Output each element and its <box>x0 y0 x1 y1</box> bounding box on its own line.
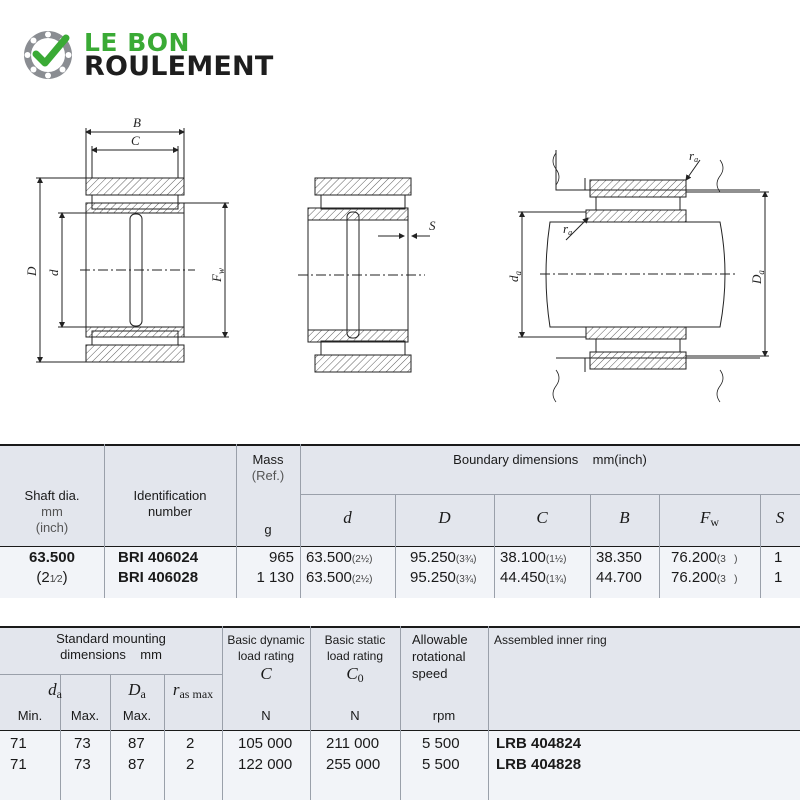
label-Fw: $F_w$ <box>209 268 226 282</box>
D-value: 95.250(3¾) <box>410 549 477 566</box>
label-D: D <box>24 266 39 276</box>
stat-unit: N <box>350 708 360 723</box>
B-value: 44.700 <box>596 569 642 586</box>
bearing-section-drawing-2 <box>298 178 430 372</box>
inner-ring-value: LRB 404828 <box>496 756 582 773</box>
dyn-symbol: C <box>260 664 272 683</box>
dyn-header-line2: load rating <box>237 649 295 663</box>
table2-subheader-divider <box>0 674 222 675</box>
col-C: C <box>536 508 548 527</box>
inner-ring-value: LRB 404824 <box>496 735 582 752</box>
stat-header-line1: Basic static <box>324 633 386 647</box>
shaft-header-line1: Shaft dia. <box>24 488 80 503</box>
label-C: C <box>131 133 140 148</box>
col-d: d <box>343 508 352 527</box>
speed-unit: rpm <box>432 708 456 723</box>
Da-max-value: 87 <box>128 756 145 773</box>
shaft-header-line2: mm <box>41 504 63 519</box>
ident-header-line1: Identification <box>133 488 207 503</box>
stat-value: 211 000 <box>326 735 380 752</box>
da-max-value: 73 <box>74 735 91 752</box>
bearing-section-drawing-1 <box>36 128 229 362</box>
speed-value: 5 500 <box>422 735 460 752</box>
bearing-check-logo-icon <box>22 28 78 84</box>
mass-header-line2: (Ref.) <box>251 468 285 483</box>
logo-text-line1: LE BON <box>84 28 190 57</box>
bearing-mounted-drawing <box>518 150 769 402</box>
table1-col-divider <box>104 444 105 598</box>
max-label: Max. <box>70 708 100 723</box>
ras-value: 2 <box>186 756 195 773</box>
boundary-header: Boundary dimensions mm(inch) <box>453 452 647 467</box>
C-value: 44.450(1¾) <box>500 569 567 586</box>
C-value: 38.100(1½) <box>500 549 567 566</box>
speed-header-line3: speed <box>412 666 448 681</box>
D-value: 95.250(3¾) <box>410 569 477 586</box>
col-D: D <box>438 508 451 527</box>
ident-number: BRI 406028 <box>118 569 199 586</box>
shaft-header-line3: (inch) <box>35 520 69 535</box>
stat-value: 255 000 <box>326 756 381 773</box>
table1-header-divider <box>0 546 800 547</box>
max-label-2: Max. <box>122 708 152 723</box>
table2-col-divider <box>488 626 489 800</box>
dyn-header-line1: Basic dynamic <box>227 633 305 647</box>
d-value: 63.500(2½) <box>306 569 373 586</box>
da-min-value: 71 <box>10 756 27 773</box>
Fw-value: 76.200(3 ) <box>671 549 738 566</box>
speed-value: 5 500 <box>422 756 460 773</box>
inner-ring-header: Assembled inner ring <box>494 633 607 647</box>
mass-value: 1 130 <box>256 569 294 586</box>
col-B: B <box>619 508 630 527</box>
label-Da: $D_a$ <box>749 270 766 284</box>
col-S: S <box>775 508 785 527</box>
label-ra-top: ra <box>689 148 699 164</box>
ident-header-line2: number <box>147 504 193 519</box>
ident-number: BRI 406024 <box>118 549 199 566</box>
d-value: 63.500(2½) <box>306 549 373 566</box>
shaft-inch: (21⁄2) <box>36 569 68 586</box>
logo-text-line2: ROULEMENT <box>84 51 274 82</box>
mount-header-line1: Standard mounting <box>56 631 166 646</box>
stat-header-line2: load rating <box>326 649 384 663</box>
label-B: B <box>133 115 141 130</box>
bearing-technical-drawings <box>0 100 800 420</box>
S-value: 1 <box>774 569 783 586</box>
boundary-dimensions-table <box>0 444 800 598</box>
label-da: $d_a$ <box>506 271 523 282</box>
mass-header-unit: g <box>264 522 272 537</box>
ras-value: 2 <box>186 735 195 752</box>
mounting-and-load-table <box>0 626 800 800</box>
brand-logo <box>22 26 302 86</box>
dyn-unit: N <box>261 708 271 723</box>
min-label: Min. <box>17 708 43 723</box>
col-Fw: $F_w$ <box>699 508 720 529</box>
mass-header-line1: Mass <box>252 452 284 467</box>
mount-header-line2: dimensions mm <box>60 647 162 662</box>
Da-max-value: 87 <box>128 735 145 752</box>
table1-subheader-divider <box>300 494 800 495</box>
Da-header: $D_a$ <box>128 680 146 701</box>
label-ra-bottom: ra <box>563 221 573 237</box>
stat-symbol: $C_0$ <box>346 664 364 685</box>
mass-value: 965 <box>268 549 294 566</box>
speed-header-line2: rotational <box>412 649 466 664</box>
speed-header-line1: Allowable <box>412 632 468 647</box>
Fw-value: 76.200(3 ) <box>671 569 738 586</box>
label-d: d <box>46 269 61 276</box>
da-header: $d_a$ <box>48 680 62 701</box>
da-min-value: 71 <box>10 735 27 752</box>
da-max-value: 73 <box>74 756 91 773</box>
table1-top-rule <box>0 444 800 446</box>
ras-header: $r_{as max}$ <box>172 680 214 701</box>
label-S: S <box>429 218 436 233</box>
shaft-mm: 63.500 <box>29 549 75 566</box>
dyn-value: 105 000 <box>238 735 293 752</box>
B-value: 38.350 <box>596 549 642 566</box>
S-value: 1 <box>774 549 783 566</box>
dyn-value: 122 000 <box>238 756 293 773</box>
